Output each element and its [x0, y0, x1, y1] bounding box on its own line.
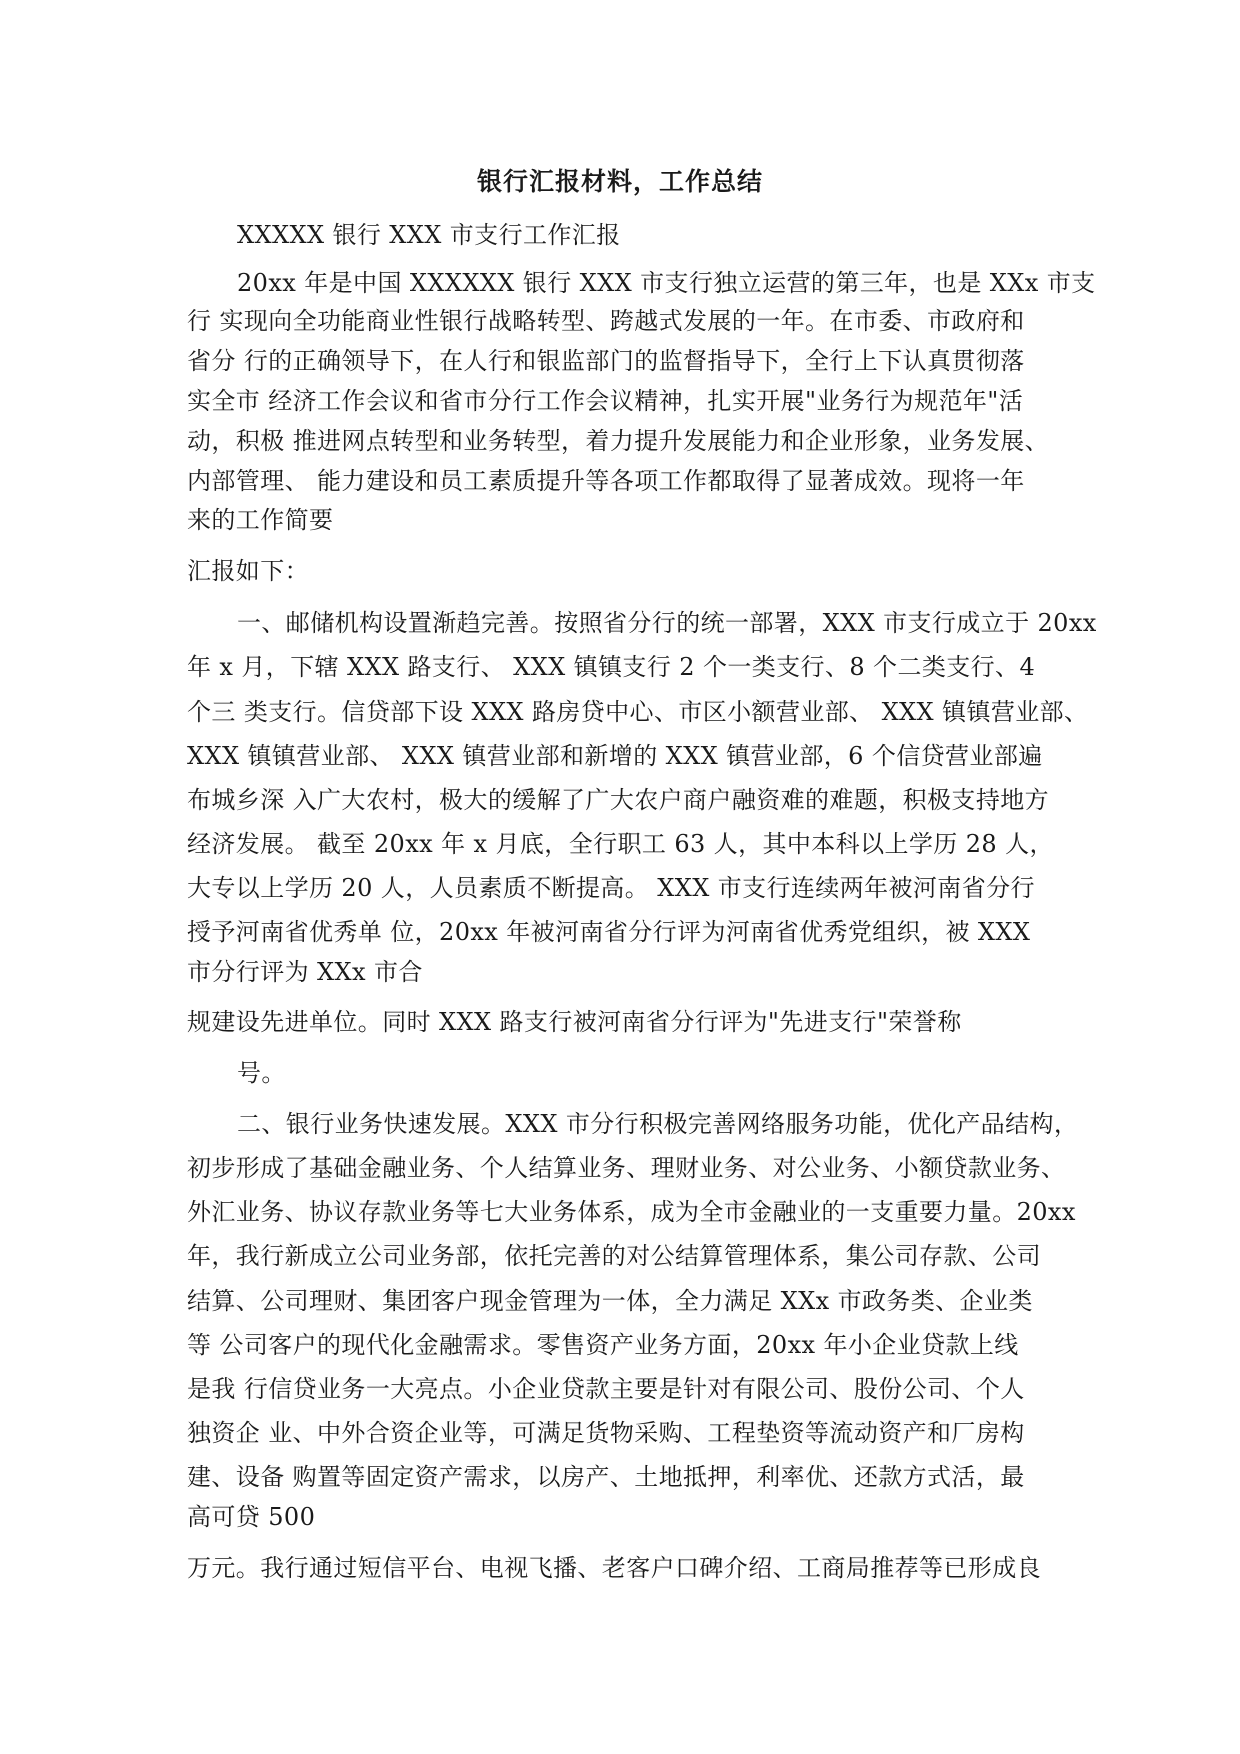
paragraph-line: 20xx 年是中国 XXXXXX 银行 XXX 市支行独立运营的第三年，也是 XXx 市支	[237, 269, 1096, 297]
paragraph-line: 万元。我行通过短信平台、电视飞播、老客户口碑介绍、工商局推荐等已形成良	[187, 1554, 1041, 1582]
paragraph-line: 初步形成了基础金融业务、个人结算业务、理财业务、对公业务、小额贷款业务、	[187, 1154, 1066, 1182]
paragraph-line: 外汇业务、协议存款业务等七大业务体系，成为全市金融业的一支重要力量。20xx	[187, 1198, 1076, 1226]
paragraph-line: 大专以上学历 20 人，人员素质不断提高。 XXX 市支行连续两年被河南省分行	[187, 874, 1035, 902]
paragraph-line: 布城乡深 入广大农村，极大的缓解了广大农户商户融资难的难题，积极支持地方	[187, 786, 1050, 814]
paragraph-line: 年，我行新成立公司业务部，依托完善的对公结算管理体系，集公司存款、公司	[187, 1242, 1041, 1270]
paragraph-line: 经济发展。 截至 20xx 年 x 月底，全行职工 63 人，其中本科以上学历 28 人，	[187, 830, 1054, 858]
document-subtitle: XXXXX 银行 XXX 市支行工作汇报	[237, 221, 621, 249]
paragraph-line: 内部管理、 能力建设和员工素质提升等各项工作都取得了显著成效。现将一年	[187, 467, 1025, 495]
paragraph-line: 是我 行信贷业务一大亮点。小企业贷款主要是针对有限公司、股份公司、个人	[187, 1375, 1025, 1403]
paragraph-line: 建、设备 购置等固定资产需求，以房产、土地抵押，利率优、还款方式活，最	[187, 1463, 1025, 1491]
paragraph-line: 号。	[237, 1059, 286, 1087]
paragraph-line: 行 实现向全功能商业性银行战略转型、跨越式发展的一年。在市委、市政府和	[187, 307, 1025, 335]
paragraph-line: 汇报如下：	[187, 557, 309, 585]
document-title: 银行汇报材料，工作总结	[476, 167, 763, 196]
paragraph-line: 一、邮储机构设置渐趋完善。按照省分行的统一部署，XXX 市支行成立于 20xx	[237, 609, 1097, 637]
paragraph-line: 独资企 业、中外合资企业等，可满足货物采购、工程垫资等流动资产和厂房构	[187, 1419, 1025, 1447]
paragraph-line: 动，积极 推进网点转型和业务转型，着力提升发展能力和企业形象，业务发展、	[187, 427, 1050, 455]
paragraph-line: 等 公司客户的现代化金融需求。零售资产业务方面，20xx 年小企业贷款上线	[187, 1331, 1019, 1359]
paragraph-line: 高可贷 500	[187, 1503, 316, 1531]
paragraph-line: 实全市 经济工作会议和省市分行工作会议精神，扎实开展"业务行为规范年"活	[187, 387, 1024, 415]
paragraph-line: 省分 行的正确领导下，在人行和银监部门的监督指导下，全行上下认真贯彻落	[187, 347, 1025, 375]
paragraph-line: 个三 类支行。信贷部下设 XXX 路房贷中心、市区小额营业部、 XXX 镇镇营业部、	[187, 698, 1089, 726]
paragraph-line: 来的工作简要	[187, 506, 334, 534]
paragraph-line: 二、银行业务快速发展。XXX 市分行积极完善网络服务功能，优化产品结构，	[237, 1110, 1079, 1138]
paragraph-line: 年 x 月，下辖 XXX 路支行、 XXX 镇镇支行 2 个一类支行、8 个二类支行、4	[187, 653, 1036, 681]
paragraph-line: 市分行评为 XXx 市合	[187, 958, 423, 986]
paragraph-line: 结算、公司理财、集团客户现金管理为一体，全力满足 XXx 市政务类、企业类	[187, 1287, 1033, 1315]
paragraph-line: XXX 镇镇营业部、 XXX 镇营业部和新增的 XXX 镇营业部，6 个信贷营业部遍	[187, 742, 1043, 770]
paragraph-line: 规建设先进单位。同时 XXX 路支行被河南省分行评为"先进支行"荣誉称	[187, 1008, 962, 1036]
paragraph-line: 授予河南省优秀单 位，20xx 年被河南省分行评为河南省优秀党组织，被 XXX	[187, 918, 1031, 946]
